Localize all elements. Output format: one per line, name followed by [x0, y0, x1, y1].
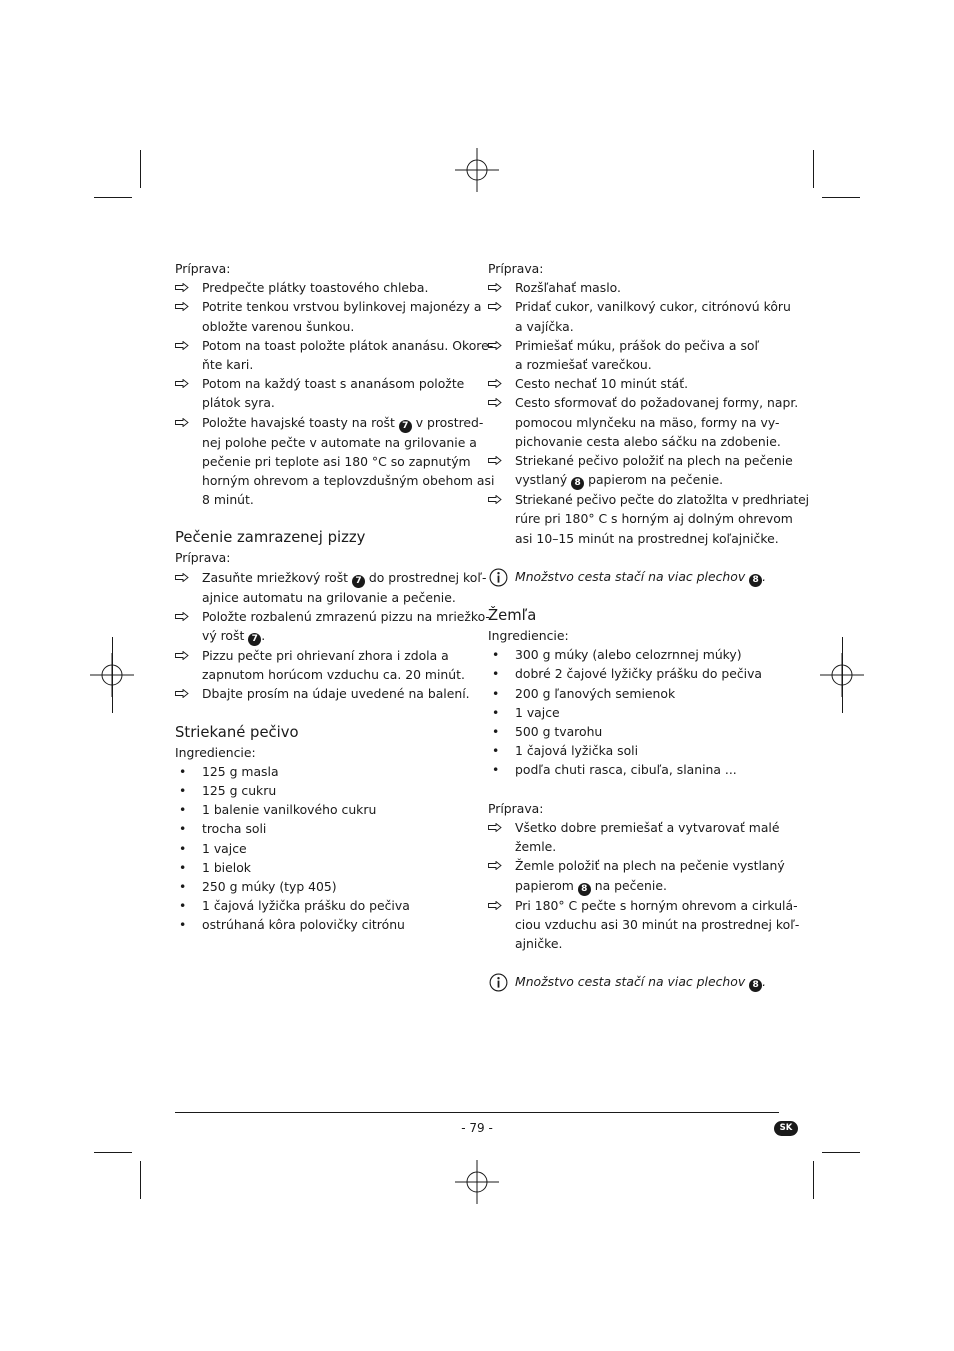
part-number-badge: 8 [749, 574, 762, 587]
step-text: nej polohe pečte v automate na grilovanie a [202, 434, 477, 450]
list-item [175, 762, 467, 781]
arrow-right-icon [175, 568, 202, 587]
ingredient-text: ostrúhaná kôra polovičky citrónu [202, 917, 405, 933]
registration-mark [455, 148, 499, 192]
note-text: Množstvo cesta stačí na viac plechov [515, 569, 750, 585]
arrow-right-icon [175, 607, 202, 626]
ingredient-text: 1 čajová lyžička prášku do pečiva [202, 898, 410, 914]
arrow-right-icon [488, 336, 515, 355]
step-text: ajničke. [515, 936, 563, 952]
ingredient-text: 125 g masla [202, 763, 279, 779]
step-text: pečenie pri teplote asi 180 °C so zapnutým [202, 453, 471, 469]
arrow-right-icon [175, 646, 202, 665]
bullet-icon: • [179, 879, 187, 895]
note-text: . [762, 569, 767, 585]
info-icon [488, 568, 515, 587]
crop-mark [842, 637, 843, 713]
arrow-right-icon [488, 490, 515, 509]
step-text: Dbajte prosím na údaje uvedené na balení. [202, 686, 470, 702]
part-number-badge: 8 [749, 979, 762, 992]
footer-divider [175, 1112, 779, 1113]
list-item [488, 760, 780, 779]
step-text: v prostred- [411, 414, 484, 430]
list-item [488, 664, 780, 683]
list-item [175, 896, 467, 915]
part-number-badge: 7 [399, 420, 412, 433]
list-item [488, 722, 780, 741]
info-note [488, 567, 780, 587]
step-text: Rozšľahať maslo. [515, 280, 621, 296]
ingredient-list [175, 762, 467, 935]
step-item [175, 297, 482, 335]
bullet-icon: • [179, 898, 187, 914]
step-text: pichovanie cesta alebo sáčku na zdobenie. [515, 433, 781, 449]
right-column [488, 259, 809, 992]
list-item [175, 915, 467, 934]
list-item [175, 839, 467, 858]
step-item [175, 413, 495, 510]
preparation-label: Príprava: [175, 550, 231, 566]
step-item [488, 818, 780, 856]
step-text: Cesto sformovať do požadovanej formy, napr. [515, 395, 799, 411]
step-text: Primiešať múku, prášok do pečiva a soľ [515, 337, 760, 353]
step-text: ciou vzduchu asi 30 minút na prostrednej koľ- [515, 916, 800, 932]
arrow-right-icon [488, 818, 515, 837]
ingredient-text: dobré 2 čajové lyžičky prášku do pečiva [515, 666, 763, 682]
ingredient-text: 1 vajce [202, 840, 247, 856]
section-title: Striekané pečivo [175, 723, 299, 741]
bullet-icon: • [179, 763, 187, 779]
ingredients-label: Ingrediencie: [488, 628, 569, 644]
ingredient-text: 1 balenie vanilkového cukru [202, 802, 377, 818]
step-text: pomocou mlynčeku na mäso, formy na vy- [515, 414, 780, 430]
list-item [175, 800, 467, 819]
ingredient-text: 200 g ľanových semienok [515, 685, 676, 701]
crop-mark [813, 150, 814, 188]
step-text: do prostrednej koľ- [364, 569, 487, 585]
bullet-icon: • [179, 783, 187, 799]
step-text: Potrite tenkou vrstvou bylinkovej majonézy a [202, 299, 482, 315]
list-item [488, 684, 780, 703]
arrow-right-icon [488, 374, 515, 393]
bullet-icon: • [179, 917, 187, 933]
arrow-right-icon [175, 297, 202, 316]
part-number-badge: 7 [352, 575, 365, 588]
list-item [488, 645, 780, 664]
step-text: vý rošt [202, 628, 249, 644]
step-text: Cesto nechať 10 minút stáť. [515, 376, 689, 392]
step-text: ajnice automatu na grilovanie a pečenie. [202, 589, 456, 605]
ingredient-text: 1 vajce [515, 704, 560, 720]
arrow-right-icon [175, 413, 202, 432]
step-item [488, 297, 791, 335]
arrow-right-icon [488, 896, 515, 915]
info-note [488, 972, 780, 992]
note-text: . [762, 974, 767, 990]
crop-mark [140, 1161, 141, 1199]
bullet-icon: • [179, 802, 187, 818]
bullet-icon: • [179, 821, 187, 837]
step-text: 8 minút. [202, 492, 254, 508]
step-text: papierom [515, 877, 578, 893]
step-text: Pizzu pečte pri ohrievaní zhora i zdola a [202, 648, 449, 664]
preparation-label: Príprava: [175, 261, 231, 276]
step-text: Zasuňte mriežkový rošt [202, 569, 352, 585]
step-text: . [261, 628, 266, 644]
list-item [488, 703, 780, 722]
step-text: rúre pri 180° C s horným aj dolným ohrevom [515, 511, 793, 527]
arrow-right-icon [488, 297, 515, 316]
list-item [175, 877, 467, 896]
arrow-right-icon [175, 278, 202, 297]
crop-mark [822, 1152, 860, 1153]
bullet-icon: • [179, 840, 187, 856]
step-text: plátok syra. [202, 395, 275, 411]
preparation-label: Príprava: [488, 261, 544, 276]
crop-mark [112, 637, 113, 713]
ingredient-text: 250 g múky (typ 405) [202, 879, 337, 895]
step-text: Pridať cukor, vanilkový cukor, citrónovú kôru [515, 299, 791, 315]
part-number-badge: 7 [248, 633, 261, 646]
bullet-icon: • [492, 666, 500, 682]
language-badge: SK [774, 1121, 798, 1136]
step-text: Žemle položiť na plech na pečenie vystlaný [515, 858, 785, 874]
list-item [175, 781, 467, 800]
step-text: asi 10–15 minút na prostrednej koľajničke. [515, 530, 779, 546]
step-item [175, 568, 487, 607]
step-item [175, 336, 494, 374]
step-item [488, 451, 793, 490]
step-text: Striekané pečivo pečte do zlatožlta v predhriatej [515, 492, 809, 508]
step-item [175, 646, 467, 684]
step-item [488, 374, 780, 393]
step-text: vystlaný [515, 472, 572, 488]
step-text: Položte rozbalenú zmrazenú pizzu na mriežko- [202, 608, 490, 624]
arrow-right-icon [488, 856, 515, 875]
step-text: Striekané pečivo položiť na plech na pečenie [515, 453, 793, 469]
crop-mark [822, 197, 860, 198]
list-item [175, 819, 467, 838]
step-text: na pečenie. [590, 877, 667, 893]
arrow-right-icon [488, 451, 515, 470]
step-text: papierom na pečenie. [584, 472, 724, 488]
ingredient-text: 1 bielok [202, 859, 251, 875]
step-item [488, 856, 785, 895]
step-text: Potom na toast položte plátok ananásu. Okore- [202, 337, 494, 353]
ingredient-text: 125 g cukru [202, 783, 277, 799]
ingredients-label: Ingrediencie: [175, 744, 256, 760]
bullet-icon: • [492, 704, 500, 720]
step-text: a rozmiešať varečkou. [515, 357, 652, 372]
left-column [175, 259, 495, 935]
step-item [488, 490, 809, 548]
list-item [175, 858, 467, 877]
step-text: zapnutom horúcom vzduchu ca. 20 minút. [202, 667, 465, 683]
step-text: ňte kari. [202, 357, 254, 372]
section-title: Žemľa [488, 607, 537, 625]
ingredient-text: 500 g tvarohu [515, 724, 603, 740]
bullet-icon: • [492, 647, 500, 663]
step-text: horným ohrevom a teplovzdušným obehom asi [202, 473, 495, 489]
step-item [175, 607, 490, 646]
bullet-icon: • [492, 685, 500, 701]
arrow-right-icon [175, 684, 202, 703]
crop-mark [140, 150, 141, 188]
crop-mark [94, 197, 132, 198]
ingredient-text: trocha soli [202, 821, 267, 837]
page-number: - 79 - [461, 1121, 493, 1135]
step-item [175, 278, 467, 297]
ingredient-text: 1 čajová lyžička soli [515, 743, 639, 759]
info-icon [488, 973, 515, 992]
registration-mark [455, 1160, 499, 1204]
crop-mark [813, 1161, 814, 1199]
step-item [175, 684, 470, 703]
crop-mark [94, 1152, 132, 1153]
step-text: a vajíčka. [515, 318, 574, 334]
preparation-label: Príprava: [488, 800, 544, 816]
bullet-icon: • [492, 724, 500, 740]
list-item [488, 741, 780, 760]
bullet-icon: • [492, 743, 500, 759]
step-item [488, 896, 800, 954]
step-text: Položte havajské toasty na rošt [202, 414, 399, 430]
step-text: Všetko dobre premiešať a vytvarovať malé [515, 820, 780, 835]
arrow-right-icon [488, 393, 515, 412]
note-text: Množstvo cesta stačí na viac plechov [515, 974, 750, 990]
part-number-badge: 8 [571, 477, 584, 490]
step-text: Predpečte plátky toastového chleba. [202, 280, 429, 296]
arrow-right-icon [488, 278, 515, 297]
step-item [488, 393, 799, 451]
step-item [488, 278, 780, 297]
step-text: Pri 180° C pečte s horným ohrevom a cirkulá- [515, 897, 798, 913]
step-item [488, 336, 780, 374]
bullet-icon: • [179, 859, 187, 875]
bullet-icon: • [492, 762, 500, 778]
arrow-right-icon [175, 374, 202, 393]
section-title: Pečenie zamrazenej pizzy [175, 529, 366, 547]
ingredient-list [488, 645, 780, 779]
step-text: Potom na každý toast s ananásom položte [202, 376, 465, 392]
step-item [175, 374, 467, 412]
ingredient-text: podľa chuti rasca, cibuľa, slanina ... [515, 762, 737, 778]
arrow-right-icon [175, 336, 202, 355]
ingredient-text: 300 g múky (alebo celozrnnej múky) [515, 647, 742, 663]
step-text: obložte varenou šunkou. [202, 318, 355, 334]
part-number-badge: 8 [578, 883, 591, 896]
step-text: žemle. [515, 839, 557, 855]
